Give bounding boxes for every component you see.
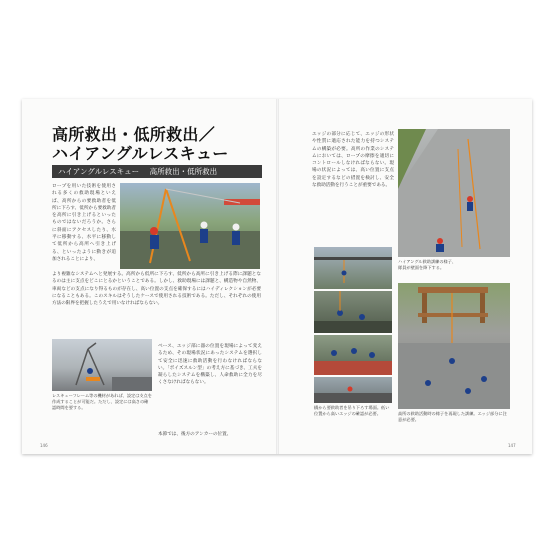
bridge-photo-1-art	[314, 247, 392, 289]
right-page-column-text: エッジの部分に応じて、エッジの形状や性質に適応された能力を持つシステムの構築が必要。高所の作業のシステムにおいては、ロープの摩擦を適切にコントロールしなければならない。現場の状況によっては、高い位置に支点を設定するなどの措置を検討し、安全な救助活動を行うことが重要である。	[312, 132, 394, 189]
photo-caption-left: レスキューフレーム等の機材があれば、設定は支点を作成することが可能だ。ただし、設定には高さの確認時間を要する。	[52, 393, 152, 410]
bridge-photo-3-art	[314, 335, 392, 375]
rescue-photo-frame	[52, 339, 152, 391]
bridge-photo-1	[314, 247, 392, 289]
main-text: より複雑なシステムへと発展する。高所から低所に下ろす、低所から高所に引き上げる際に課題となるのは主に支点をどこにとるかということである。しかし、救助現場には課題と、構造物や自然物、車両などの支点になり得るものが存在し、高い位置の支点を確保するにはハイディレクションが必要になることもある。このスキルはそうしたケースで使用される技術である。ただし、それぞれの使用方法の限界を把握したうえで用いなければならない。	[52, 272, 261, 307]
page-number-left: 146	[40, 443, 48, 448]
bridge-photo-2-art	[314, 291, 392, 333]
bridge-photo-3	[314, 335, 392, 375]
rescue-photo-main-art	[120, 183, 260, 269]
subhead-label-1: ハイアングルレスキュー	[58, 167, 140, 176]
intro-text: ロープを用いた技術を使用される多くの救助現場といえば、高所からの要救助者を低所に下ろす、低所から要救助者を高所に引き上げるといったものではないだろうか。さらに斜面にアクセスしたり、水平に移動する、水平に移動して低所から高所へ引き上げる、といったように動きが追加されることにより、	[52, 184, 116, 262]
rescue-photo-main	[120, 183, 260, 269]
dam-wall-photo	[398, 129, 510, 257]
caption-bottom-right: 高所の救助活動時の様子を再現した訓練。エッジ部分に注意が必要。	[398, 411, 507, 422]
bridge-photo-4-art	[314, 377, 392, 403]
page-number-right: 147	[508, 443, 516, 448]
structure-rescue-photo	[398, 283, 510, 409]
book-gutter	[276, 99, 279, 454]
rescue-photo-frame-art	[52, 339, 152, 391]
right-column-last: 本節では、後方のアンカーの位置、	[158, 432, 232, 437]
caption-mid: 橋から要救助者を吊り下ろす場面。低い位置から高いエッジの確認が必要。	[314, 405, 390, 416]
subhead-label-2: 高所救出・低所救出	[149, 167, 218, 176]
dam-wall-photo-art	[398, 129, 510, 257]
section-subhead	[52, 165, 262, 178]
title-line-2: ハイアングルレスキュー	[52, 144, 229, 163]
bridge-photo-4	[314, 377, 392, 403]
magazine-spread	[22, 99, 532, 454]
page-title	[52, 125, 229, 163]
title-line-1: 高所救出・低所救出／	[52, 125, 216, 144]
right-column-text: ベース、エッジ部に器の位置を現場によって変えるため、その現場状況にあったシステムを選択して安全に迅速に救助活動を行わなければならない。「ポイズスルン型」の考え方に基づき、工夫を凝らしたシステムを構築し、人命救助に全力を尽くさなければならない。	[158, 344, 262, 386]
caption-top-right: ハイアングル救助訓練の様子、隊員が壁面を降下する。	[398, 259, 457, 270]
structure-rescue-photo-art	[398, 283, 510, 409]
bridge-photo-2	[314, 291, 392, 333]
